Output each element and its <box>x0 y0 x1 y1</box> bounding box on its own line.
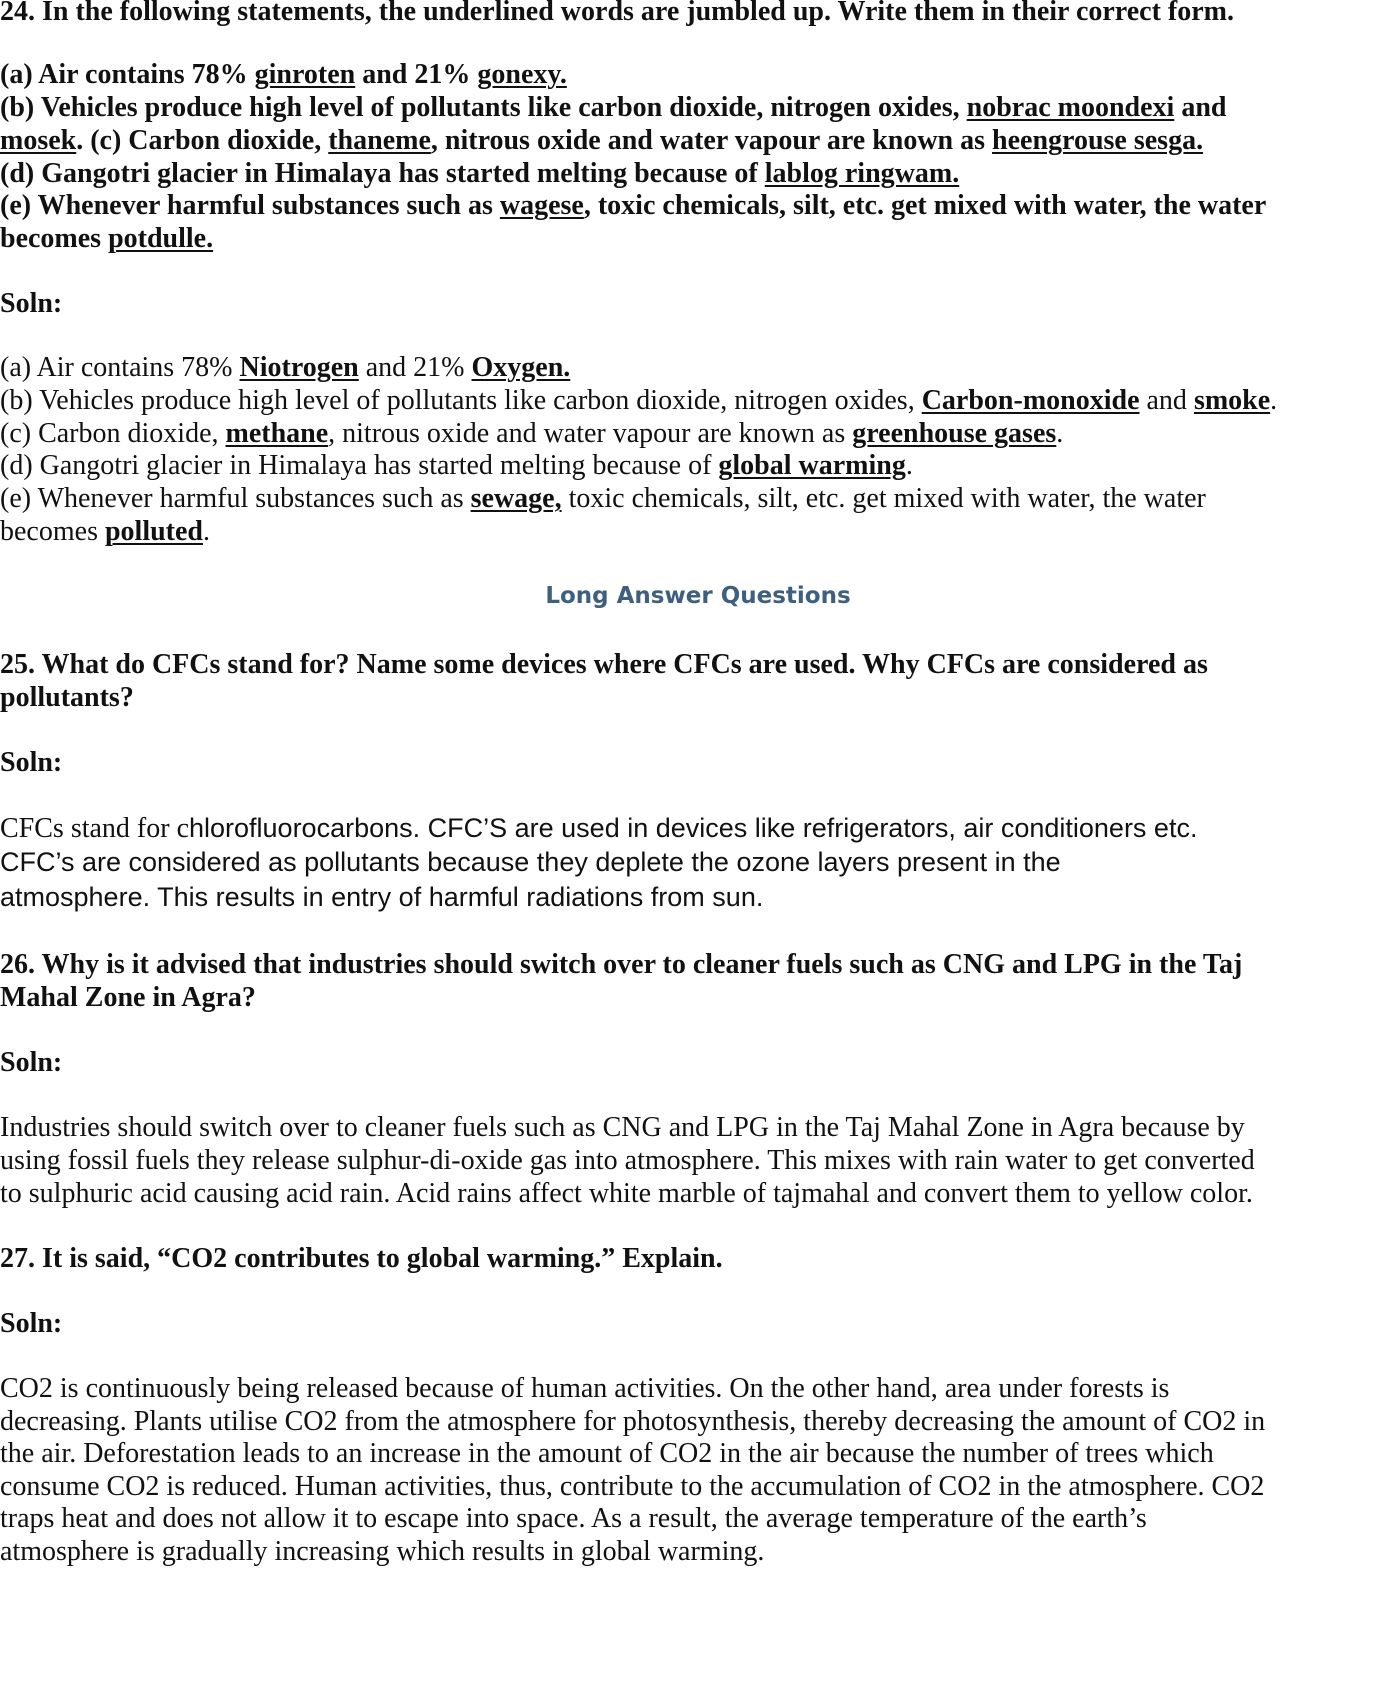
answer-word: Niotrogen <box>239 352 359 383</box>
text: (e) Whenever harmful substances such as <box>0 483 471 514</box>
text: toxic chemicals, silt, etc. get mixed with water, the water <box>561 483 1206 514</box>
q24-soln-label: Soln: <box>0 288 63 319</box>
answer-word: Oxygen. <box>471 352 571 383</box>
jumbled-word: wagese <box>499 190 584 221</box>
answer-word: greenhouse gases <box>852 418 1057 449</box>
q26-question-line-2: Mahal Zone in Agra? <box>0 982 256 1013</box>
q27-answer-line-3: the air. Deforestation leads to an increase in the amount of CO2 in the air because the number of trees which <box>0 1438 1214 1469</box>
text: and 21% <box>355 59 478 90</box>
q25-answer-line-1 <box>0 811 1197 845</box>
q27-answer-line-2: decreasing. Plants utilise CO2 from the atmosphere for photosynthesis, thereby decreasing the amount of CO2 in <box>0 1406 1266 1437</box>
jumbled-word: ginroten <box>254 59 356 90</box>
q24-answer-e <box>0 482 1206 516</box>
q25-answer-line-3: atmosphere. This results in entry of harmful radiations from sun. <box>0 882 764 912</box>
text: and <box>1174 92 1227 123</box>
text: , nitrous oxide and water vapour are known as <box>328 418 853 449</box>
jumbled-word: heengrouse sesga. <box>992 125 1204 156</box>
text: (a) Air contains 78% <box>0 59 255 90</box>
q27-answer-line-4: consume CO2 is reduced. Human activities, thus, contribute to the accumulation of CO2 in the atmosphere. CO2 <box>0 1471 1265 1502</box>
text: , nitrous oxide and water vapour are known as <box>430 125 993 156</box>
text: becomes <box>0 223 109 254</box>
q26-soln-label: Soln: <box>0 1047 63 1078</box>
q25-question-line-1: 25. What do CFCs stand for? Name some devices where CFCs are used. Why CFCs are considered as <box>0 649 1208 680</box>
q27-answer-line-1: CO2 is continuously being released because of human activities. On the other hand, area under forests is <box>0 1373 1170 1404</box>
text: (a) Air contains 78% <box>0 352 240 383</box>
text: and <box>1139 385 1194 416</box>
q27-answer-line-6: atmosphere is gradually increasing which results in global warming. <box>0 1536 765 1567</box>
text: . <box>905 450 913 481</box>
q24-statement-a <box>0 58 567 92</box>
text: (c) Carbon dioxide, <box>0 418 226 449</box>
jumbled-word: mosek <box>0 125 77 156</box>
answer-word: smoke <box>1193 385 1271 416</box>
text: (b) Vehicles produce high level of pollutants like carbon dioxide, nitrogen oxides, <box>0 385 922 416</box>
answer-word: sewage, <box>470 483 562 514</box>
q24-statement-e-cont <box>0 222 213 256</box>
q27-question: 27. It is said, “CO2 contributes to global warming.” Explain. <box>0 1243 723 1274</box>
q27-soln-label: Soln: <box>0 1308 63 1339</box>
q25-soln-label: Soln: <box>0 747 63 778</box>
q27-answer-line-5: traps heat and does not allow it to escape into space. As a result, the average temperature of the earth’s <box>0 1503 1147 1534</box>
jumbled-word: nobrac moondexi <box>966 92 1175 123</box>
text: (d) Gangotri glacier in Himalaya has started melting because of <box>0 450 719 481</box>
q24-answer-b <box>0 384 1277 418</box>
answer-word: Carbon-monoxide <box>921 385 1140 416</box>
q24-statement-e <box>0 189 1266 223</box>
text: . <box>203 516 210 547</box>
q24-question: 24. In the following statements, the underlined words are jumbled up. Write them in their correct form. <box>0 0 1234 27</box>
q25-answer-line-2: CFC’s are considered as pollutants because they deplete the ozone layers present in the <box>0 847 1061 877</box>
q24-statement-d <box>0 157 959 191</box>
q26-answer-line-1: Industries should switch over to cleaner fuels such as CNG and LPG in the Taj Mahal Zone in Agra because by <box>0 1112 1245 1143</box>
text: (b) Vehicles produce high level of pollutants like carbon dioxide, nitrogen oxides, <box>0 92 967 123</box>
answer-word: methane <box>225 418 329 449</box>
jumbled-word: gonexy. <box>477 59 567 90</box>
q24-answer-d <box>0 449 913 483</box>
answer-word: global warming <box>718 450 906 481</box>
text: . <box>1270 385 1278 416</box>
q24-answer-a <box>0 351 570 385</box>
text: and 21% <box>358 352 472 383</box>
text: , toxic chemicals, silt, etc. get mixed with water, the water <box>583 190 1267 221</box>
q24-statement-b-c <box>0 124 1203 158</box>
q24-answer-e-cont <box>0 515 210 549</box>
q25-question-line-2: pollutants? <box>0 682 134 713</box>
text: (e) Whenever harmful substances such as <box>0 190 500 221</box>
text: . <box>76 125 91 156</box>
jumbled-word: lablog ringwam. <box>764 158 960 189</box>
text: CFCs stand for c <box>0 813 189 844</box>
q26-answer-line-3: to sulphuric acid causing acid rain. Acid rains affect white marble of tajmahal and convert them to yellow color. <box>0 1178 1253 1209</box>
jumbled-word: potdulle. <box>108 223 214 254</box>
text: . <box>1056 418 1064 449</box>
text: hlorofluorocarbons. CFC’S are used in devices like refrigerators, air conditioners etc. <box>189 813 1198 843</box>
q24-answer-c <box>0 417 1063 451</box>
text: becomes <box>0 516 105 547</box>
q26-question-line-1: 26. Why is it advised that industries should switch over to cleaner fuels such as CNG and LPG in the Taj <box>0 949 1243 980</box>
answer-word: polluted <box>104 516 203 547</box>
section-heading: Long Answer Questions <box>545 583 851 609</box>
text: (c) Carbon dioxide, <box>90 125 329 156</box>
q24-statement-b <box>0 91 1226 125</box>
q26-answer-line-2: using fossil fuels they release sulphur-di-oxide gas into atmosphere. This mixes with rain water to get converted <box>0 1145 1255 1176</box>
text: (d) Gangotri glacier in Himalaya has started melting because of <box>0 158 765 189</box>
jumbled-word: thaneme <box>328 125 431 156</box>
